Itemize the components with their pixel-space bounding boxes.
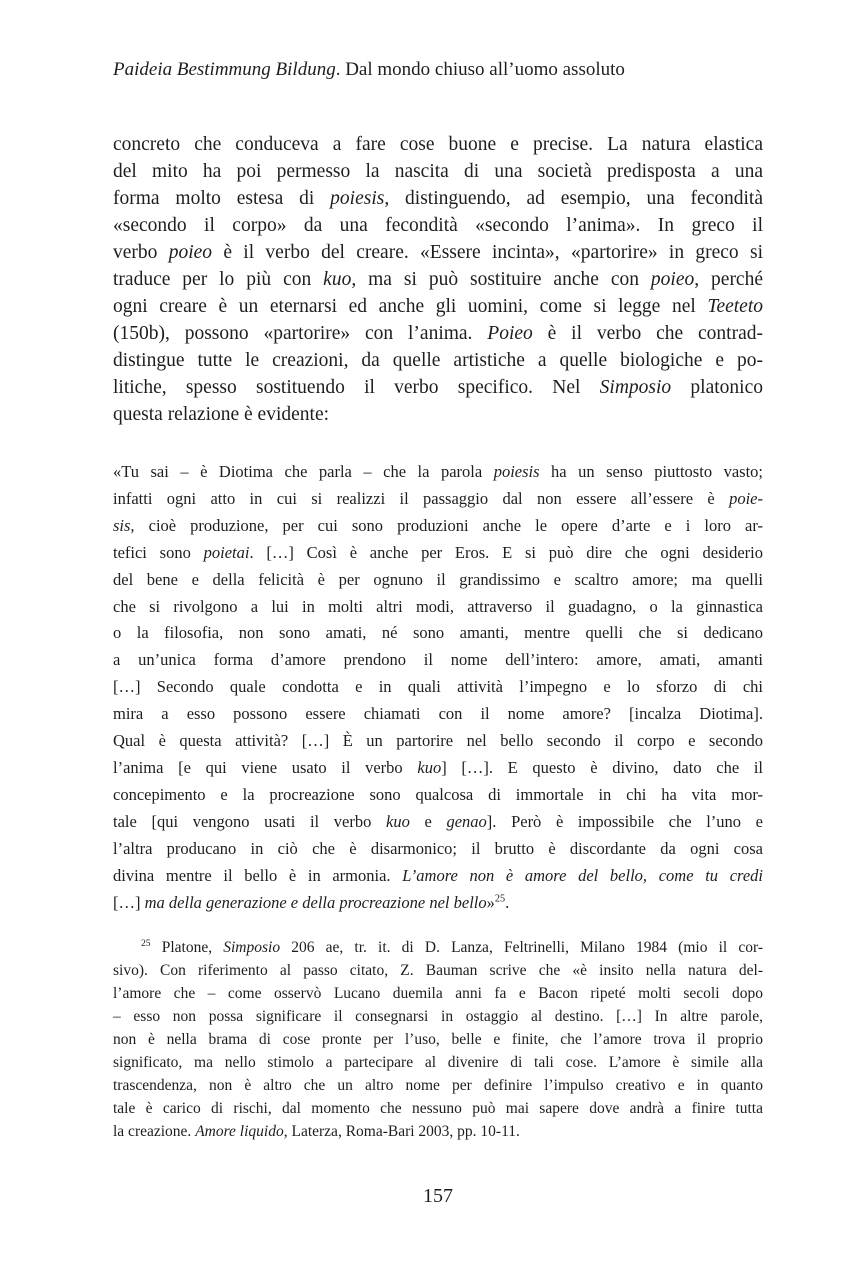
text-line: mira a esso possono essere chiamati con il nome amore? [incalza Diotima]. (113, 704, 763, 724)
text-line: divina mentre il bello è in armonia. L’amore non è amore del bello, come tu credi (113, 865, 763, 885)
text-line: l’amore che – come osservò Lucano duemila anni fa e Bacon ripeté molti secoli dopo (113, 985, 763, 1002)
page-number: 157 (423, 1185, 453, 1207)
text-line: concreto che conduceva a fare cose buone e precise. La natura elastica (113, 134, 763, 155)
text-line: questa relazione è evidente: (113, 404, 330, 425)
text-line: tale è carico di rischi, dal momento che nessuno può mai sapere dove andrà a finire tutta (113, 1100, 763, 1117)
text-line: traduce per lo più con kuo, ma si può sostituire anche con poieo, perché (113, 269, 763, 290)
text-line: a un’unica forma d’amore prendono il nome dell’intero: amore, amati, amanti (113, 650, 763, 670)
text-line: significato, ma nello stimolo a partecipare al divenire di tali cose. L’amore è simile alla (113, 1054, 763, 1071)
text-line: (150b), possono «partorire» con l’anima. Poieo è il verbo che contrad- (113, 323, 763, 344)
text-line: ogni creare è un eternarsi ed anche gli uomini, come si legge nel Teeteto (113, 296, 763, 317)
text-line: del bene e della felicità è per ognuno il grandissimo e scaltro amore; ma quelli (113, 569, 763, 589)
text-line: sivo). Con riferimento al passo citato, Z. Bauman scrive che «è insito nella natura del- (113, 962, 763, 979)
body-paragraph (113, 131, 763, 428)
text-line: la creazione. Amore liquido, Laterza, Roma-Bari 2003, pp. 10-11. (113, 1123, 520, 1140)
text-line: «secondo il corpo» da una fecondità «secondo l’anima». In greco il (113, 215, 763, 236)
text-line: distingue tutte le creazioni, da quelle artistiche a quelle biologiche e po- (113, 350, 763, 371)
text-line: forma molto estesa di poiesis, distinguendo, ad esempio, una fecondità (113, 188, 763, 209)
text-line: tefici sono poietai. […] Così è anche per Eros. E si può dire che ogni desiderio (113, 542, 763, 562)
text-line: l’altra producano in ciò che è disarmonico; il brutto è discordante da ogni cosa (113, 838, 763, 858)
text-line: – esso non possa significare il consegnarsi in ostaggio al destino. […] In altre parole, (113, 1008, 763, 1025)
footnote-ref: 25 (141, 937, 151, 949)
text-line: […] ma della generazione e della procreazione nel bello»$^{25}$. (113, 892, 510, 912)
text-line: trascendenza, non è altro che un altro nome per definire l’impulso creativo e in quanto (113, 1077, 763, 1094)
text-line: tale [qui vengono usati il verbo kuo e genao]. Però è impossibile che l’uno e (113, 811, 764, 831)
text-line: o la filosofia, non sono amati, né sono amanti, mentre quelli che si dedicano (113, 623, 763, 643)
text-line: concepimento e la procreazione sono qualcosa di immortale in chi ha vita mor- (113, 784, 763, 804)
footnote-ref: 25 (494, 893, 506, 904)
text-line: infatti ogni atto in cui si realizzi il passaggio dal non essere all’essere è poie- (113, 488, 763, 508)
text-line: Qual è questa attività? […] È un partorire nel bello secondo il corpo e secondo (113, 731, 763, 751)
text-line: del mito ha poi permesso la nascita di una società predisposta a una (113, 161, 763, 182)
text-line: «Tu sai – è Diotima che parla – che la parola poiesis ha un senso piuttosto vasto; (113, 462, 763, 481)
text-line: non è nella brama di cose pronte per l’uso, belle e finite, che l’amore trova il proprio (113, 1031, 763, 1048)
text-line: $^{25}$ Platone, Simposio 206 ae, tr. it. di D. Lanza, Feltrinelli, Milano 1984 (mio il cor- (141, 937, 763, 956)
block-quote (113, 459, 763, 916)
text-line: sis, cioè produzione, per cui sono produzioni anche le opere d’arte e i loro ar- (113, 515, 763, 535)
footnote (113, 936, 763, 1143)
running-head (113, 58, 763, 82)
text-line: verbo poieo è il verbo del creare. «Essere incinta», «partorire» in greco si (113, 242, 763, 263)
text-line: Paideia Bestimmung Bildung. Dal mondo chiuso all’uomo assoluto (113, 59, 625, 80)
text-line: che si rivolgono a lui in molti altri modi, attraverso il guadagno, o la ginnastica (113, 596, 763, 616)
text-line: litiche, spesso sostituendo il verbo specifico. Nel Simposio platonico (113, 377, 763, 398)
text-line: l’anima [e qui viene usato il verbo kuo] […]. E questo è divino, dato che il (113, 757, 764, 777)
text-line: […] Secondo quale condotta e in quali attività l’impegno e lo sforzo di chi (113, 677, 763, 697)
